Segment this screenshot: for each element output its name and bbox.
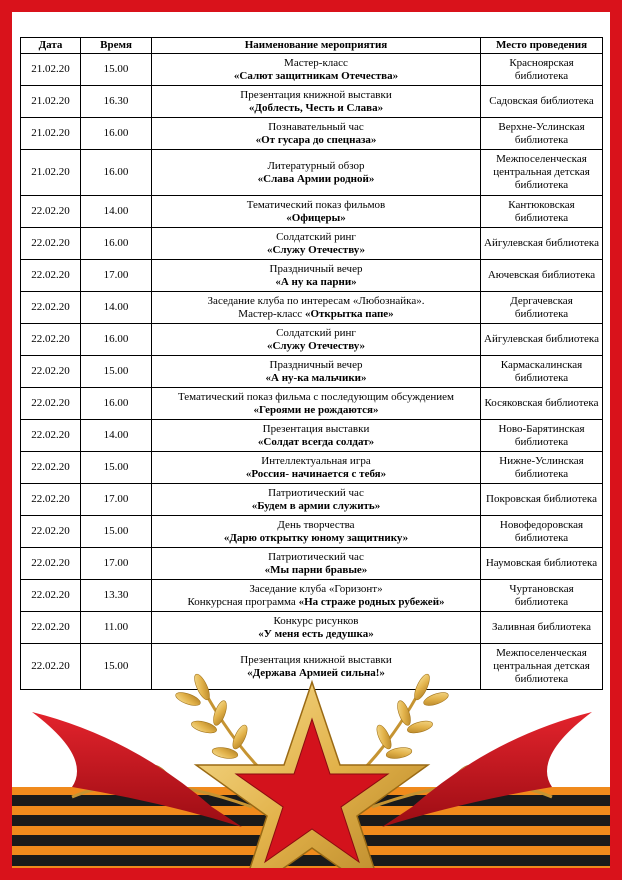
cell-place: Покровская библиотека	[481, 484, 603, 516]
table-row	[21, 484, 603, 516]
table-row	[21, 86, 603, 118]
cell-date: 22.02.20	[21, 388, 81, 420]
event-type: Тематический показ фильмов	[246, 198, 386, 211]
event-title: «Служу Отечеству»	[266, 243, 366, 256]
schedule-table	[20, 37, 603, 690]
cell-event	[152, 86, 481, 118]
event-type: Праздничный вечер	[269, 262, 363, 275]
event-title: «Солдат всегда солдат»	[257, 435, 375, 448]
table-row	[21, 292, 603, 324]
event-title: «Офицеры»	[286, 211, 346, 224]
cell-date: 22.02.20	[21, 612, 81, 644]
cell-time: 15.00	[81, 644, 152, 690]
event-title: «Салют защитникам Отечества»	[233, 69, 399, 82]
cell-date: 22.02.20	[21, 356, 81, 388]
cell-date: 22.02.20	[21, 516, 81, 548]
cell-place: Нижне-Услинская библиотека	[481, 452, 603, 484]
event-type: Патриотический час	[268, 550, 364, 563]
header-event: Наименование мероприятия	[152, 38, 481, 54]
cell-event	[152, 196, 481, 228]
cell-time: 15.00	[81, 452, 152, 484]
cell-date: 21.02.20	[21, 118, 81, 150]
cell-time: 16.30	[81, 86, 152, 118]
cell-time: 15.00	[81, 54, 152, 86]
cell-place: Межпоселенческая центральная детская библиотека	[481, 644, 603, 690]
cell-place: Красноярская библиотека	[481, 54, 603, 86]
cell-event	[152, 292, 481, 324]
cell-time: 16.00	[81, 118, 152, 150]
cell-event	[152, 324, 481, 356]
table-row	[21, 580, 603, 612]
cell-date: 22.02.20	[21, 452, 81, 484]
cell-date: 21.02.20	[21, 86, 81, 118]
cell-place: Кантюковская библиотека	[481, 196, 603, 228]
cell-date: 22.02.20	[21, 420, 81, 452]
event-title: «Героями не рождаются»	[253, 403, 379, 416]
event-type: Литературный обзор	[267, 159, 365, 172]
table-row	[21, 54, 603, 86]
event-type: Конкурс рисунков	[273, 614, 359, 627]
event-type: Патриотический час	[268, 486, 364, 499]
cell-event	[152, 452, 481, 484]
cell-place: Айгулевская библиотека	[481, 324, 603, 356]
cell-place: Заливная библиотека	[481, 612, 603, 644]
cell-date: 22.02.20	[21, 196, 81, 228]
event-title: «Будем в армии служить»	[251, 499, 381, 512]
cell-date: 22.02.20	[21, 580, 81, 612]
cell-place: Межпоселенческая центральная детская библиотека	[481, 150, 603, 196]
cell-event	[152, 118, 481, 150]
event-title: «А ну ка парни»	[275, 275, 357, 288]
event-title: «Дарю открытку юному защитнику»	[223, 531, 409, 544]
cell-date: 22.02.20	[21, 292, 81, 324]
cell-date: 22.02.20	[21, 324, 81, 356]
table-row	[21, 516, 603, 548]
cell-date: 22.02.20	[21, 548, 81, 580]
table-row	[21, 196, 603, 228]
event-type: Тематический показ фильма с последующим обсуждением	[177, 390, 455, 403]
cell-place: Аючевская библиотека	[481, 260, 603, 292]
cell-time: 17.00	[81, 260, 152, 292]
event-type: Праздничный вечер	[269, 358, 363, 371]
event-title: «Держава Армией сильна!»	[247, 666, 385, 679]
event-title: «Мы парни бравые»	[264, 563, 368, 576]
cell-place: Наумовская библиотека	[481, 548, 603, 580]
event-title: «У меня есть дедушка»	[258, 627, 374, 640]
cell-date: 22.02.20	[21, 644, 81, 690]
event-title: «Слава Армии родной»	[257, 172, 375, 185]
header-date: Дата	[21, 38, 81, 54]
event-title: «Открытка папе»	[304, 307, 394, 320]
table-row	[21, 452, 603, 484]
cell-time: 17.00	[81, 484, 152, 516]
cell-place: Кармаскалинская библиотека	[481, 356, 603, 388]
cell-date: 22.02.20	[21, 484, 81, 516]
table-row	[21, 388, 603, 420]
cell-time: 14.00	[81, 292, 152, 324]
event-title: «Служу Отечеству»	[266, 339, 366, 352]
cell-place: Ново-Барятинская библиотека	[481, 420, 603, 452]
event-type: Презентация книжной выставки	[240, 88, 392, 101]
schedule-table-wrap	[20, 37, 602, 690]
cell-time: 13.30	[81, 580, 152, 612]
event-type: Солдатский ринг	[276, 326, 356, 339]
table-row	[21, 548, 603, 580]
table-row	[21, 356, 603, 388]
event-type: Солдатский ринг	[276, 230, 356, 243]
cell-place: Новофедоровская библиотека	[481, 516, 603, 548]
table-row	[21, 150, 603, 196]
cell-time: 16.00	[81, 388, 152, 420]
table-row	[21, 118, 603, 150]
cell-place: Дергачевская библиотека	[481, 292, 603, 324]
event-type: Заседание клуба «Горизонт»	[249, 582, 383, 595]
cell-event	[152, 516, 481, 548]
event-subtype: Мастер-класс	[238, 307, 303, 320]
cell-time: 17.00	[81, 548, 152, 580]
event-type: Заседание клуба по интересам «Любознайка».	[207, 294, 425, 307]
cell-event	[152, 420, 481, 452]
event-type: Мастер-класс	[284, 56, 348, 69]
event-type: День творчества	[277, 518, 355, 531]
cell-date: 21.02.20	[21, 150, 81, 196]
cell-event	[152, 260, 481, 292]
cell-event	[152, 54, 481, 86]
cell-time: 16.00	[81, 324, 152, 356]
cell-time: 14.00	[81, 196, 152, 228]
header-place: Место проведения	[481, 38, 603, 54]
cell-event	[152, 580, 481, 612]
event-title: «На страже родных рубежей»	[298, 595, 445, 608]
event-subtype: Конкурсная программа	[187, 595, 296, 608]
table-row	[21, 324, 603, 356]
cell-time: 14.00	[81, 420, 152, 452]
cell-place: Садовская библиотека	[481, 86, 603, 118]
cell-date: 22.02.20	[21, 228, 81, 260]
military-decoration	[12, 614, 610, 880]
cell-event	[152, 228, 481, 260]
event-title: «А ну-ка мальчики»	[265, 371, 367, 384]
cell-time: 11.00	[81, 612, 152, 644]
cell-time: 16.00	[81, 150, 152, 196]
event-type: Презентация книжной выставки	[240, 653, 392, 666]
table-row	[21, 228, 603, 260]
event-title: «Россия- начинается с тебя»	[245, 467, 387, 480]
cell-event	[152, 150, 481, 196]
cell-place: Айгулевская библиотека	[481, 228, 603, 260]
table-row	[21, 260, 603, 292]
cell-event	[152, 388, 481, 420]
cell-place: Косяковская библиотека	[481, 388, 603, 420]
cell-event	[152, 548, 481, 580]
cell-event	[152, 484, 481, 516]
table-row	[21, 420, 603, 452]
cell-date: 21.02.20	[21, 54, 81, 86]
cell-date: 22.02.20	[21, 260, 81, 292]
header-time: Время	[81, 38, 152, 54]
event-title: «От гусара до спецназа»	[255, 133, 377, 146]
cell-time: 15.00	[81, 516, 152, 548]
cell-time: 15.00	[81, 356, 152, 388]
cell-time: 16.00	[81, 228, 152, 260]
event-title: «Доблесть, Честь и Слава»	[248, 101, 384, 114]
table-header-row	[21, 38, 603, 54]
event-type: Интеллектуальная игра	[261, 454, 371, 467]
cell-place: Верхне-Услинская библиотека	[481, 118, 603, 150]
event-type: Презентация выставки	[262, 422, 370, 435]
cell-place: Чуртановская библиотека	[481, 580, 603, 612]
event-type: Познавательный час	[268, 120, 364, 133]
cell-event	[152, 356, 481, 388]
